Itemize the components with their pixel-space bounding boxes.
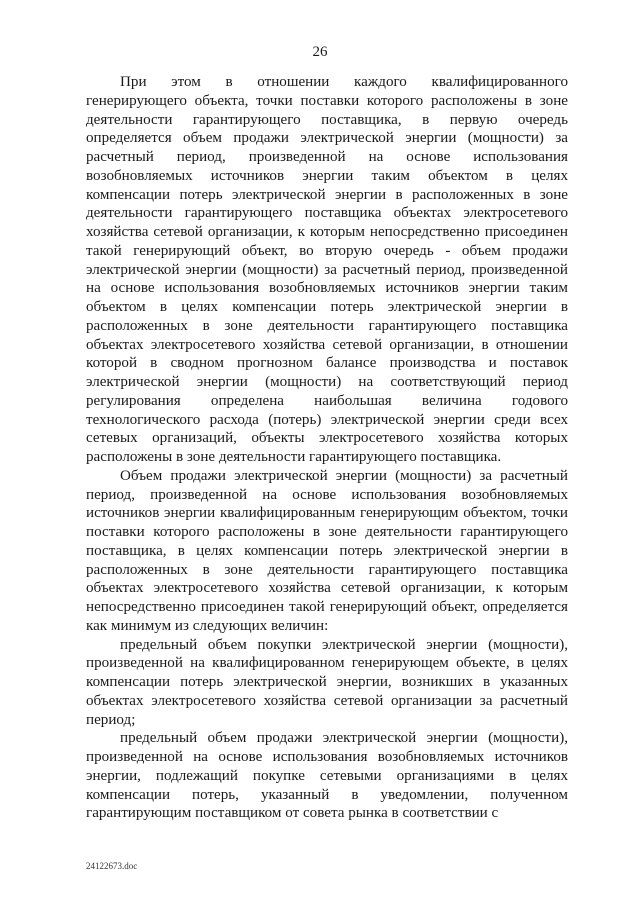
paragraph-4: предельный объем продажи электрической энергии (мощности), произведенной на основе использования возобновляемых источников энергии, подлежащий покупке сетевыми организациями в целях компенсации потерь, указанный в уведомлении, полученном гарантирующим поставщиком от совета рынка в соответствии с [86,730,568,822]
page-number: 26 [312,44,328,60]
paragraph-2: Объем продажи электрической энергии (мощности) за расчетный период, произведенной на основе использования возобновляемых источников энергии квалифицированным генерирующим объектом, точки поставки которого расположены в зоне деятельности гарантирующего поставщика, в целях компенсации потерь электрической энергии в расположенных в зоне деятельности гарантирующего поставщика объектах электросетевого хозяйства сетевой организации, к которым непосредственно присоединен такой генерирующий объект, определяется как минимум из следующих величин: [86,467,568,634]
document-filename: 24122673.doc [86,861,138,871]
paragraph-3: предельный объем покупки электрической энергии (мощности), произведенной на квалифицированном генерирующем объекте, в целях компенсации потерь электрической энергии, возникших в указанных объектах электросетевого хозяйства сетевой организации за расчетный период; [86,636,568,728]
paragraph-1: При этом в отношении каждого квалифицированного генерирующего объекта, точки поставки которого расположены в зоне деятельности гарантирующего поставщика, в первую очередь определяется объем продажи электрической энергии (мощности) за расчетный период, произведенной на основе использования возобновляемых источников энергии таким объектом в целях компенсации потерь электрической энергии в расположенных в зоне деятельности гарантирующего поставщика объектах электросетевого хозяйства сетевой организации, к которым непосредственно присоединен такой генерирующий объект, во вторую очередь - объем продажи электрической энергии (мощности) за расчетный период, произведенной на основе использования возобновляемых источников энергии таким объектом в целях компенсации потерь электрической энергии в расположенных в зоне деятельности гарантирующего поставщика объектах электросетевого хозяйства сетевой организации, в отношении которой в сводном прогнозном балансе производства и поставок электрической энергии (мощности) на соответствующий период регулирования определена наибольшая величина годового технологического расхода (потерь) электрической энергии среди всех сетевых организаций, объекты электросетевого хозяйства которых расположены в зоне деятельности гарантирующего поставщика. [86,74,568,465]
document-body [86,73,568,823]
